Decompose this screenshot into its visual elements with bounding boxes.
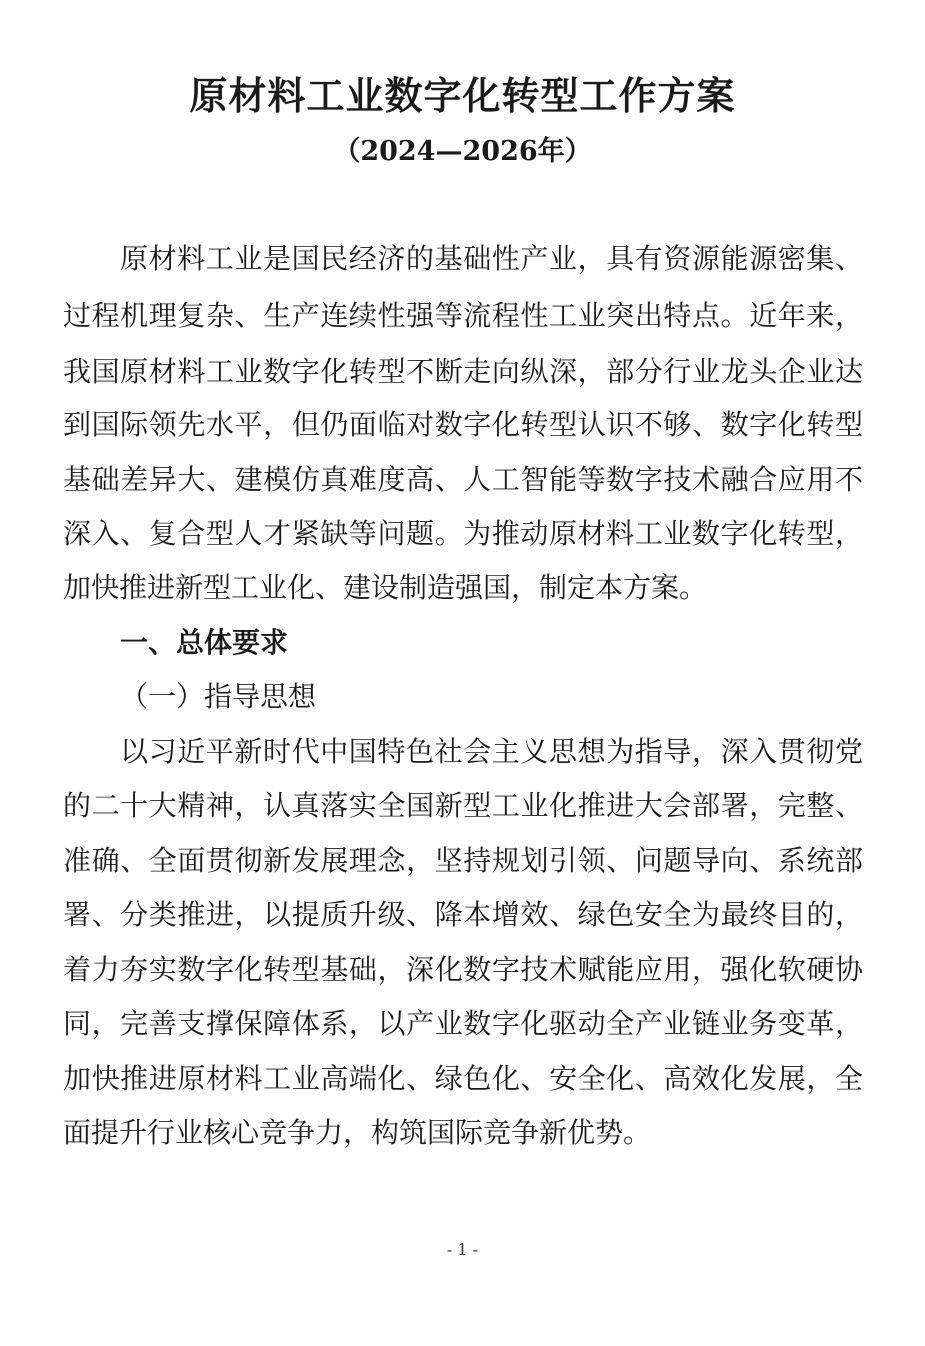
guiding-line: 准确、全面贯彻新发展理念，坚持规划引领、问题导向、系统部 — [63, 844, 863, 877]
section-heading: 一、总体要求 — [120, 626, 289, 659]
intro-line: 原材料工业是国民经济的基础性产业，具有资源能源密集、 — [120, 242, 863, 275]
intro-line: 基础差异大、建模仿真难度高、人工智能等数字技术融合应用不 — [63, 463, 863, 496]
intro-line: 加快推进新型工业化、建设制造强国，制定本方案。 — [63, 571, 708, 604]
guiding-line: 面提升行业核心竞争力，构筑国际竞争新优势。 — [63, 1116, 652, 1149]
subsection-heading: （一）指导思想 — [120, 680, 317, 713]
document-title: 原材料工业数字化转型工作方案 — [189, 73, 736, 118]
guiding-line: 着力夯实数字化转型基础，深化数字技术赋能应用，强化软硬协 — [63, 953, 863, 986]
document-subtitle: （2024—2026年） — [333, 136, 592, 167]
guiding-line: 以习近平新时代中国特色社会主义思想为指导，深入贯彻党 — [120, 735, 863, 768]
intro-line: 过程机理复杂、生产连续性强等流程性工业突出特点。近年来， — [63, 299, 863, 332]
guiding-line: 同，完善支撑保障体系，以产业数字化驱动全产业链业务变革， — [63, 1007, 863, 1040]
guiding-line: 加快推进原材料工业高端化、绿色化、安全化、高效化发展，全 — [63, 1062, 863, 1095]
intro-line: 到国际领先水平，但仍面临对数字化转型认识不够、数字化转型 — [63, 408, 863, 441]
intro-line: 深入、复合型人才紧缺等问题。为推动原材料工业数字化转型， — [63, 517, 863, 550]
guiding-line: 署、分类推进，以提质升级、降本增效、绿色安全为最终目的， — [63, 898, 863, 931]
intro-line: 我国原材料工业数字化转型不断走向纵深，部分行业龙头企业达 — [63, 355, 863, 388]
guiding-line: 的二十大精神，认真落实全国新型工业化推进大会部署，完整、 — [63, 789, 863, 822]
page-number: - 1 - — [446, 1240, 479, 1259]
